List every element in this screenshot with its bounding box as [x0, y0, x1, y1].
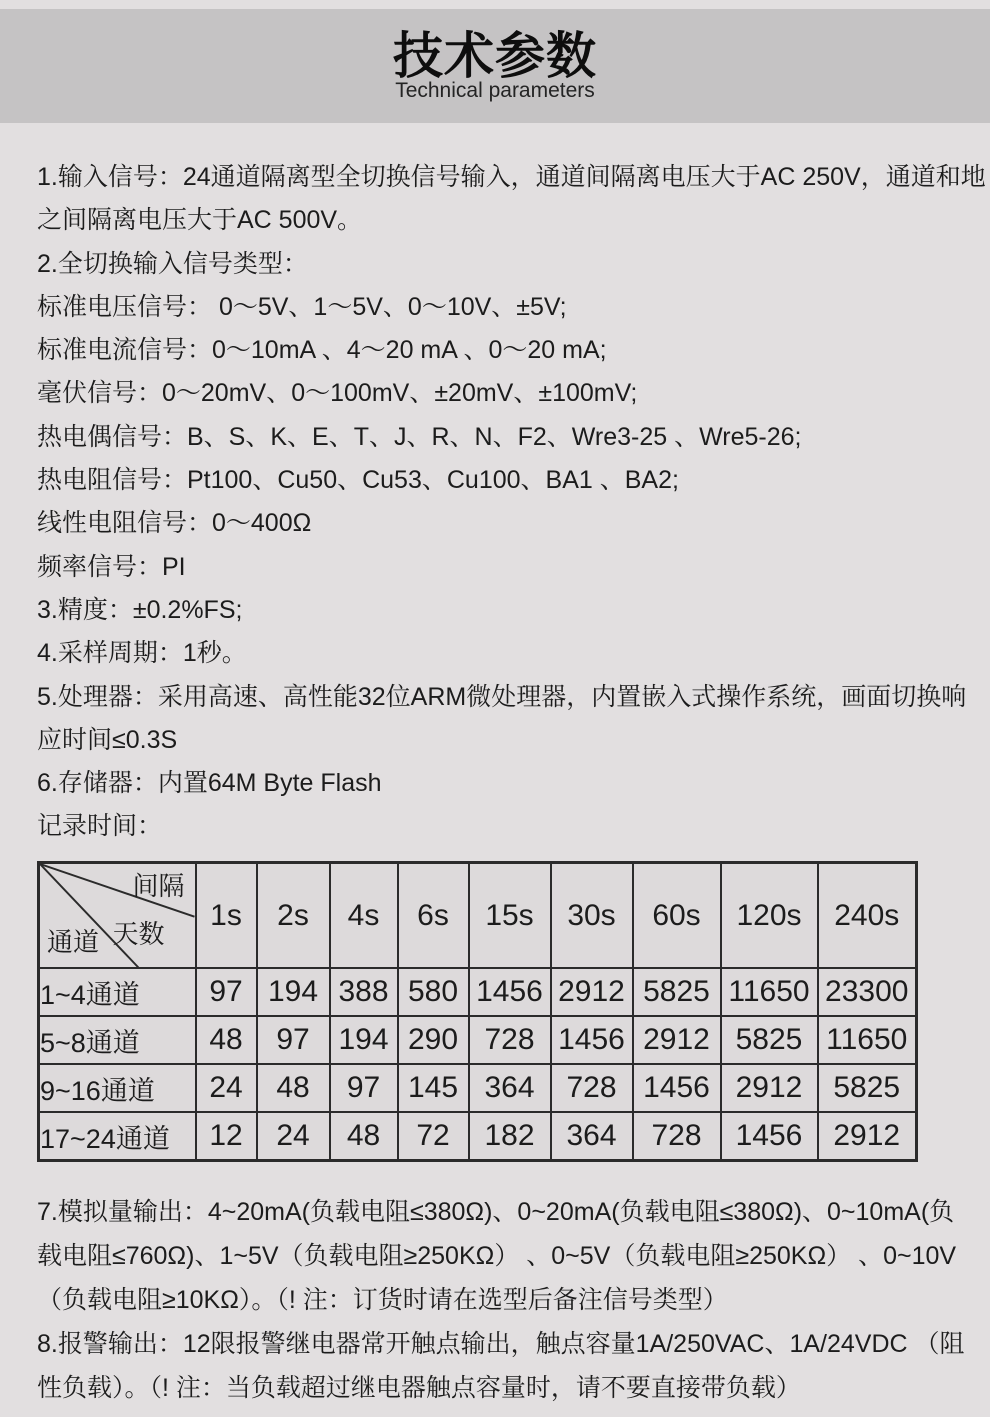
spec-line: 5.处理器：采用高速、高性能32位ARM微处理器，内置嵌入式操作系统，画面切换响: [37, 682, 967, 711]
days-value: 388: [330, 968, 398, 1016]
spec-line: 标准电流信号：0～10mA 、4～20 mA 、0～20 mA;: [37, 336, 607, 365]
top-strip: [0, 0, 990, 9]
days-value: 97: [257, 1016, 330, 1064]
corner-label-interval: 间隔: [132, 870, 185, 901]
days-value: 194: [330, 1016, 398, 1064]
spec-line: 之间隔离电压大于AC 500V。: [37, 206, 363, 235]
days-value: 97: [196, 968, 257, 1016]
days-value: 580: [398, 968, 469, 1016]
table-row: [39, 1016, 917, 1064]
spec-line: 热电偶信号：B、S、K、E、T、J、R、N、F2、Wre3-25 、Wre5-26;: [37, 422, 802, 451]
corner-label-channel: 通道: [47, 927, 100, 958]
days-value: 728: [633, 1112, 721, 1160]
days-value: 72: [398, 1112, 469, 1160]
spec-line: 3.精度：±0.2%FS;: [37, 595, 243, 624]
days-value: 364: [469, 1064, 551, 1112]
table-body: [39, 968, 917, 1160]
spec-line: 应时间≤0.3S: [37, 725, 178, 754]
output-line: 载电阻≤760Ω)、1~5V（负载电阻≥250KΩ） 、0~5V（负载电阻≥250KΩ） 、0~10V: [37, 1241, 957, 1270]
table-row: [39, 968, 917, 1016]
channel-label: 5~8通道: [39, 1016, 196, 1064]
days-value: 364: [551, 1112, 633, 1160]
diagonal-corner-cell: [39, 862, 196, 968]
table-header-row: [39, 862, 917, 968]
spec-line: 1.输入信号：24通道隔离型全切换信号输入，通道间隔离电压大于AC 250V，通道和地: [37, 163, 986, 191]
interval-header: 2s: [257, 862, 330, 968]
interval-header: 240s: [818, 862, 917, 968]
interval-header: 4s: [330, 862, 398, 968]
spec-line: 标准电压信号： 0～5V、1～5V、0～10V、±5V;: [37, 292, 567, 321]
days-value: 12: [196, 1112, 257, 1160]
days-value: 11650: [818, 1016, 917, 1064]
days-value: 97: [330, 1064, 398, 1112]
spec-line: 记录时间：: [37, 812, 163, 841]
days-value: 11650: [721, 968, 818, 1016]
content-area: [0, 156, 990, 1410]
days-value: 182: [469, 1112, 551, 1160]
output-line: 性负载）。（! 注：当负载超过继电器触点容量时，请不要直接带负载）: [37, 1373, 801, 1402]
spec-line: 6.存储器：内置64M Byte Flash: [37, 769, 382, 798]
page-subtitle: Technical parameters: [395, 78, 595, 102]
days-value: 2912: [721, 1064, 818, 1112]
channel-label: 1~4通道: [39, 968, 196, 1016]
output-line: 8.报警输出：12限报警继电器常开触点输出，触点容量1A/250VAC、1A/24VDC （阻: [37, 1329, 965, 1358]
spec-line: 2.全切换输入信号类型：: [37, 249, 308, 278]
spec-line: 频率信号：PI: [37, 552, 186, 581]
days-value: 48: [257, 1064, 330, 1112]
days-value: 1456: [469, 968, 551, 1016]
days-value: 48: [330, 1112, 398, 1160]
spec-line: 4.采样周期：1秒。: [37, 639, 247, 668]
days-value: 5825: [721, 1016, 818, 1064]
page-title: 技术参数: [393, 27, 597, 84]
title-banner: [0, 9, 990, 123]
interval-header: 6s: [398, 862, 469, 968]
days-value: 23300: [818, 968, 917, 1016]
days-value: 1456: [551, 1016, 633, 1064]
days-value: 2912: [633, 1016, 721, 1064]
days-value: 290: [398, 1016, 469, 1064]
days-value: 145: [398, 1064, 469, 1112]
days-value: 5825: [633, 968, 721, 1016]
interval-header: 30s: [551, 862, 633, 968]
interval-header: 60s: [633, 862, 721, 968]
days-value: 2912: [551, 968, 633, 1016]
interval-header: 120s: [721, 862, 818, 968]
days-value: 5825: [818, 1064, 917, 1112]
output-list: [37, 1190, 965, 1410]
channel-label: 17~24通道: [39, 1112, 196, 1160]
table-row: [39, 1064, 917, 1112]
spec-list: [37, 156, 986, 849]
spec-line: 毫伏信号：0～20mV、0～100mV、±20mV、±100mV;: [37, 379, 638, 408]
days-value: 48: [196, 1016, 257, 1064]
corner-label-days: 天数: [112, 918, 165, 949]
record-time-table: [37, 861, 918, 1162]
days-value: 1456: [721, 1112, 818, 1160]
spec-line: 热电阻信号：Pt100、Cu50、Cu53、Cu100、BA1 、BA2;: [37, 466, 679, 495]
days-value: 194: [257, 968, 330, 1016]
channel-label: 9~16通道: [39, 1064, 196, 1112]
days-value: 24: [196, 1064, 257, 1112]
interval-header: 15s: [469, 862, 551, 968]
table-row: [39, 1112, 917, 1160]
days-value: 24: [257, 1112, 330, 1160]
output-line: （负载电阻≥10KΩ）。（! 注：订货时请在选型后备注信号类型）: [37, 1285, 728, 1314]
interval-header: 1s: [196, 862, 257, 968]
spec-line: 线性电阻信号：0～400Ω: [37, 509, 312, 538]
days-value: 2912: [818, 1112, 917, 1160]
days-value: 728: [469, 1016, 551, 1064]
days-value: 728: [551, 1064, 633, 1112]
output-line: 7.模拟量输出：4~20mA(负载电阻≤380Ω)、0~20mA(负载电阻≤380Ω)、0~10mA(负: [37, 1197, 955, 1226]
days-value: 1456: [633, 1064, 721, 1112]
